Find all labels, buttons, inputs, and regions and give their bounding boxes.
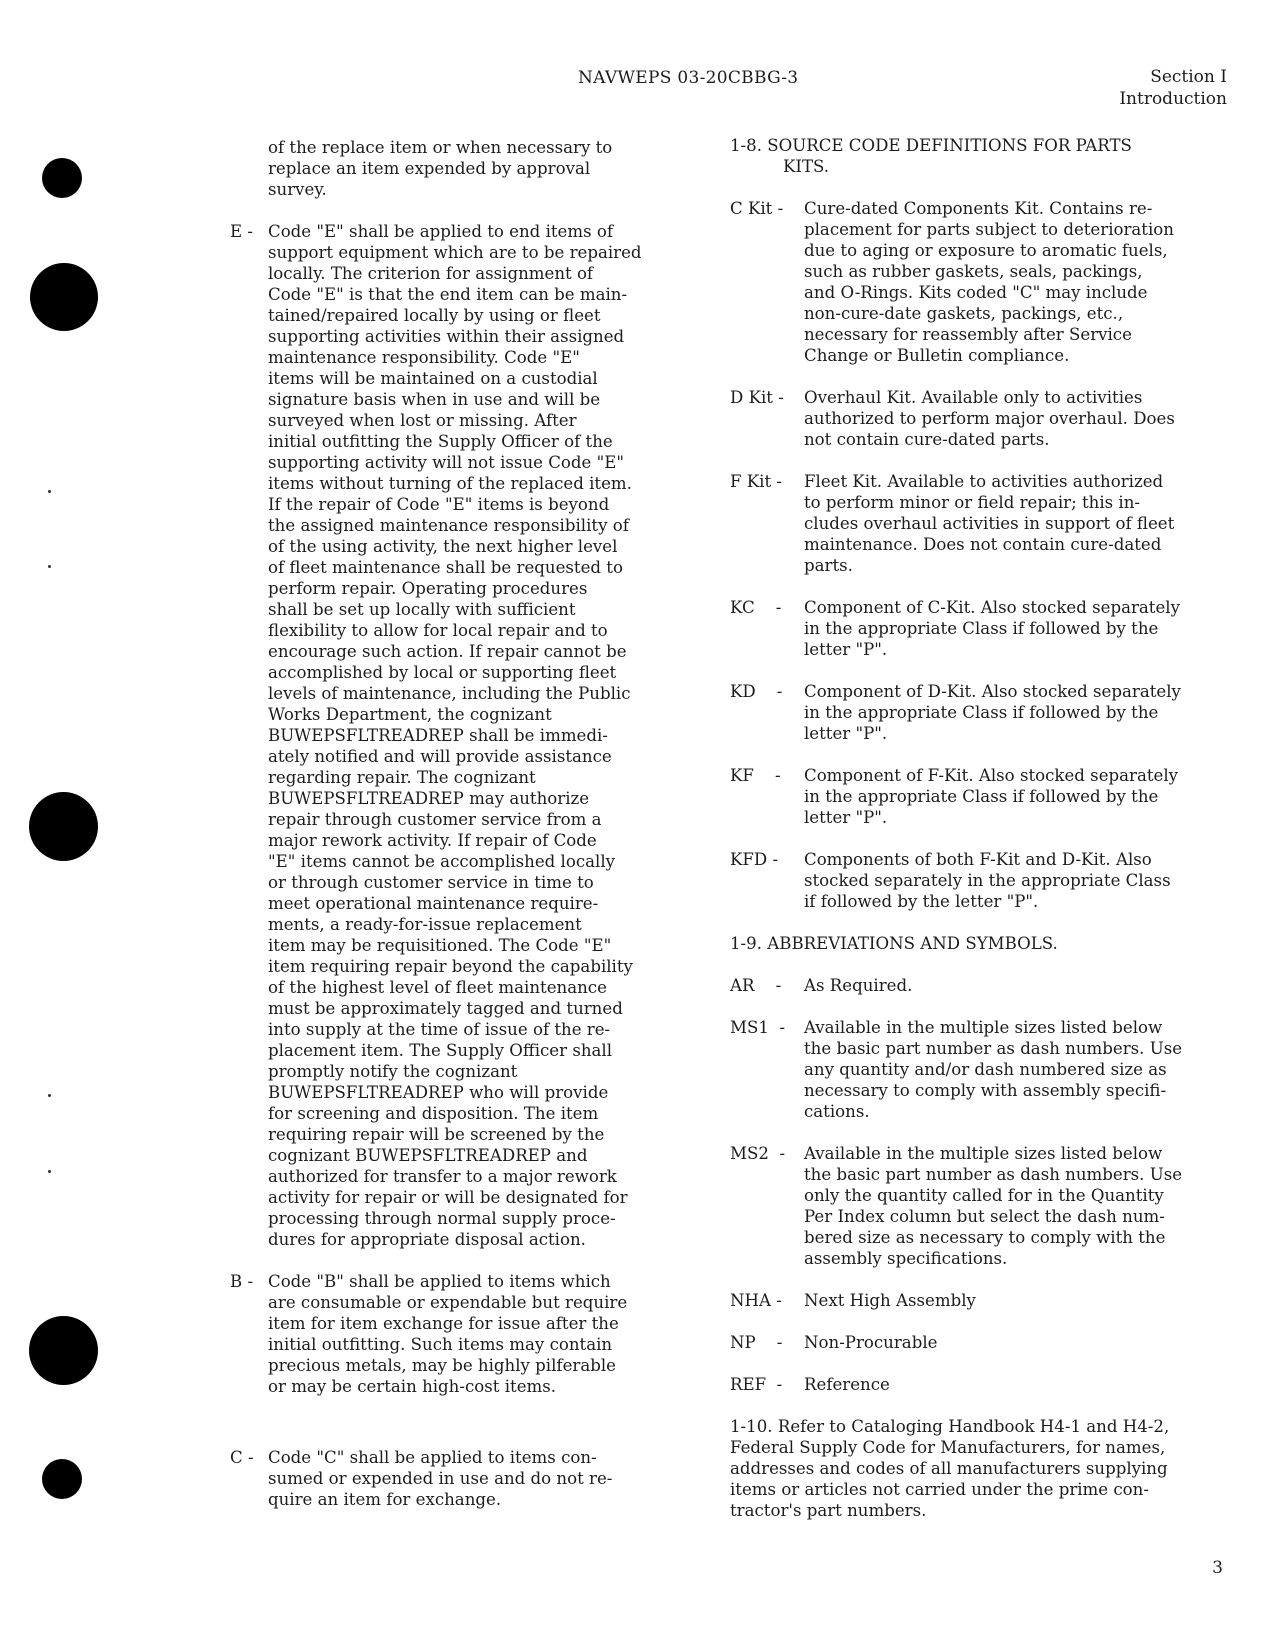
text-line: ments, a ready-for-issue replacement xyxy=(268,915,582,934)
text-line: the assigned maintenance responsibility of xyxy=(268,516,629,535)
text-line: activity for repair or will be designated for xyxy=(268,1188,628,1207)
kit-code-entry-description xyxy=(804,198,1228,366)
kit-code-entry xyxy=(730,471,1228,576)
section-label: Section I xyxy=(1150,67,1227,87)
kit-code-entry-description xyxy=(804,471,1228,576)
text-line: only the quantity called for in the Quantity xyxy=(804,1186,1164,1205)
text-line: bered size as necessary to comply with the xyxy=(804,1228,1166,1247)
abbreviation-list xyxy=(730,975,1228,1395)
abbreviation-entry-code: AR - xyxy=(730,976,782,995)
source-code-list xyxy=(230,221,678,1510)
kit-code-entry-code: KF - xyxy=(730,766,781,785)
abbreviation-entry-description xyxy=(804,1290,1228,1311)
margin-mark xyxy=(48,490,51,493)
text-line: are consumable or expendable but require xyxy=(268,1293,628,1312)
section-heading xyxy=(1119,66,1227,110)
kit-code-entry-description xyxy=(804,597,1228,660)
text-line: items or articles not carried under the prime con- xyxy=(730,1480,1149,1499)
section-title: Introduction xyxy=(1119,89,1227,109)
text-line: perform repair. Operating procedures xyxy=(268,579,588,598)
kit-code-entry-code: F Kit - xyxy=(730,472,783,491)
text-line: letter "P". xyxy=(804,808,888,827)
text-line: meet operational maintenance require- xyxy=(268,894,599,913)
text-line: cations. xyxy=(804,1102,870,1121)
text-line: Code "E" is that the end item can be main- xyxy=(268,285,628,304)
paragraph-1-8-heading xyxy=(730,135,1228,177)
text-line: replace an item expended by approval xyxy=(268,159,591,178)
text-line: placement for parts subject to deterioration xyxy=(804,220,1174,239)
abbreviation-entry xyxy=(730,1332,1228,1353)
text-line: accomplished by local or supporting fleet xyxy=(268,663,617,682)
text-line: major rework activity. If repair of Code xyxy=(268,831,597,850)
text-line: ately notified and will provide assistance xyxy=(268,747,612,766)
text-line: in the appropriate Class if followed by the xyxy=(804,703,1159,722)
kit-code-entry-code: KFD - xyxy=(730,850,779,869)
continuation-paragraph xyxy=(230,137,678,200)
text-line: tractor's part numbers. xyxy=(730,1501,927,1520)
text-line: not contain cure-dated parts. xyxy=(804,430,1050,449)
abbreviation-entry-code: MS2 - xyxy=(730,1144,786,1163)
text-line: As Required. xyxy=(804,976,913,995)
kit-code-entry xyxy=(730,387,1228,450)
left-column xyxy=(230,137,678,1531)
text-line: locally. The criterion for assignment of xyxy=(268,264,594,283)
text-line: shall be set up locally with sufficient xyxy=(268,600,576,619)
text-line: assembly specifications. xyxy=(804,1249,1008,1268)
abbreviation-entry-code: REF - xyxy=(730,1375,783,1394)
margin-mark xyxy=(48,1094,51,1097)
source-code-entry-code: B - xyxy=(230,1272,254,1291)
text-line: into supply at the time of issue of the re- xyxy=(268,1020,611,1039)
abbreviation-entry-description xyxy=(804,1332,1228,1353)
source-code-entry-description xyxy=(268,1271,678,1397)
text-line: to perform minor or field repair; this in- xyxy=(804,493,1141,512)
binder-hole-2 xyxy=(30,263,98,331)
text-line: maintenance responsibility. Code "E" xyxy=(268,348,580,367)
kit-code-entry-code: D Kit - xyxy=(730,388,784,407)
binder-hole-3 xyxy=(29,792,98,861)
binder-hole-1 xyxy=(42,158,82,198)
kit-code-entry-code: KD - xyxy=(730,682,783,701)
text-line: Code "E" shall be applied to end items of xyxy=(268,222,614,241)
text-line: BUWEPSFLTREADREP shall be immedi- xyxy=(268,726,608,745)
abbreviation-entry xyxy=(730,1017,1228,1122)
text-line: Overhaul Kit. Available only to activities xyxy=(804,388,1143,407)
text-line: Next High Assembly xyxy=(804,1291,976,1310)
source-code-entry-code: C - xyxy=(230,1448,254,1467)
text-line: authorized for transfer to a major rework xyxy=(268,1167,617,1186)
text-line: item for item exchange for issue after the xyxy=(268,1314,619,1333)
text-line: regarding repair. The cognizant xyxy=(268,768,536,787)
text-line: survey. xyxy=(268,180,327,199)
kit-code-entry xyxy=(730,597,1228,660)
text-line: the basic part number as dash numbers. Use xyxy=(804,1039,1183,1058)
abbreviation-entry-description xyxy=(804,1143,1228,1269)
source-code-entry-description xyxy=(268,1447,678,1510)
abbreviation-entry xyxy=(730,1374,1228,1395)
text-line: initial outfitting the Supply Officer of the xyxy=(268,432,613,451)
text-line: BUWEPSFLTREADREP may authorize xyxy=(268,789,590,808)
text-line: Fleet Kit. Available to activities authorized xyxy=(804,472,1164,491)
abbreviation-entry-description xyxy=(804,1374,1228,1395)
text-line: support equipment which are to be repaired xyxy=(268,243,642,262)
text-line: KITS. xyxy=(783,157,830,176)
text-line: maintenance. Does not contain cure-dated xyxy=(804,535,1162,554)
text-line: supporting activity will not issue Code "E" xyxy=(268,453,625,472)
text-line: of the replace item or when necessary to xyxy=(268,138,613,157)
text-line: the basic part number as dash numbers. Use xyxy=(804,1165,1183,1184)
text-line: Code "C" shall be applied to items con- xyxy=(268,1448,597,1467)
text-line: promptly notify the cognizant xyxy=(268,1062,518,1081)
source-code-entry xyxy=(230,1271,678,1397)
text-line: cludes overhaul activities in support of fleet xyxy=(804,514,1175,533)
text-line: of the highest level of fleet maintenance xyxy=(268,978,607,997)
kit-code-entry-description xyxy=(804,765,1228,828)
abbreviation-entry xyxy=(730,975,1228,996)
text-line: levels of maintenance, including the Public xyxy=(268,684,631,703)
text-line: or through customer service in time to xyxy=(268,873,594,892)
abbreviation-entry-description xyxy=(804,975,1228,996)
text-line: flexibility to allow for local repair and to xyxy=(268,621,608,640)
text-line: supporting activities within their assigned xyxy=(268,327,625,346)
text-line: Non-Procurable xyxy=(804,1333,938,1352)
text-line: dures for appropriate disposal action. xyxy=(268,1230,586,1249)
binder-hole-4 xyxy=(29,1316,98,1385)
binder-hole-5 xyxy=(42,1459,82,1499)
page-number: 3 xyxy=(1212,1558,1223,1578)
text-line: for screening and disposition. The item xyxy=(268,1104,599,1123)
text-line: or may be certain high-cost items. xyxy=(268,1377,557,1396)
text-line: letter "P". xyxy=(804,640,888,659)
text-line: Federal Supply Code for Manufacturers, for names, xyxy=(730,1438,1166,1457)
text-line: necessary to comply with assembly specifi- xyxy=(804,1081,1167,1100)
right-column xyxy=(730,135,1228,1542)
text-line: in the appropriate Class if followed by the xyxy=(804,787,1159,806)
abbreviation-entry-code: NHA - xyxy=(730,1291,782,1310)
kit-code-entry xyxy=(730,681,1228,744)
text-line: items without turning of the replaced item. xyxy=(268,474,632,493)
text-line: letter "P". xyxy=(804,724,888,743)
text-line: Component of F-Kit. Also stocked separately xyxy=(804,766,1179,785)
text-line: non-cure-date gaskets, packings, etc., xyxy=(804,304,1124,323)
text-line: due to aging or exposure to aromatic fuels, xyxy=(804,241,1168,260)
text-line: 1-10. Refer to Cataloging Handbook H4-1 and H4-2, xyxy=(730,1417,1170,1436)
abbreviation-entry xyxy=(730,1143,1228,1269)
text-line: of the using activity, the next higher level xyxy=(268,537,618,556)
kit-code-list xyxy=(730,198,1228,912)
text-line: Available in the multiple sizes listed below xyxy=(804,1018,1163,1037)
text-line: surveyed when lost or missing. After xyxy=(268,411,577,430)
source-code-entry-code: E - xyxy=(230,222,253,241)
text-line: Cure-dated Components Kit. Contains re- xyxy=(804,199,1153,218)
text-line: Components of both F-Kit and D-Kit. Also xyxy=(804,850,1152,869)
text-line: necessary for reassembly after Service xyxy=(804,325,1132,344)
text-line: Component of D-Kit. Also stocked separately xyxy=(804,682,1181,701)
document-number: NAVWEPS 03-20CBBG-3 xyxy=(578,68,799,88)
kit-code-entry xyxy=(730,765,1228,828)
text-line: Per Index column but select the dash num- xyxy=(804,1207,1165,1226)
kit-code-entry xyxy=(730,849,1228,912)
text-line: requiring repair will be screened by the xyxy=(268,1125,605,1144)
text-line: if followed by the letter "P". xyxy=(804,892,1039,911)
text-line: quire an item for exchange. xyxy=(268,1490,502,1509)
text-line: sumed or expended in use and do not re- xyxy=(268,1469,613,1488)
text-line: BUWEPSFLTREADREP who will provide xyxy=(268,1083,609,1102)
kit-code-entry-description xyxy=(804,681,1228,744)
kit-code-entry-description xyxy=(804,849,1228,912)
kit-code-entry-description xyxy=(804,387,1228,450)
abbreviation-entry xyxy=(730,1290,1228,1311)
text-line: parts. xyxy=(804,556,853,575)
kit-code-entry-code: KC - xyxy=(730,598,782,617)
text-line: Works Department, the cognizant xyxy=(268,705,552,724)
text-line: must be approximately tagged and turned xyxy=(268,999,623,1018)
abbreviation-entry-description xyxy=(804,1017,1228,1122)
text-line: processing through normal supply proce- xyxy=(268,1209,616,1228)
text-line: encourage such action. If repair cannot be xyxy=(268,642,627,661)
text-line: item requiring repair beyond the capability xyxy=(268,957,633,976)
paragraph-1-9-heading: 1-9. ABBREVIATIONS AND SYMBOLS. xyxy=(730,934,1058,953)
text-line: stocked separately in the appropriate Class xyxy=(804,871,1171,890)
text-line: such as rubber gaskets, seals, packings, xyxy=(804,262,1143,281)
text-line: precious metals, may be highly pilferable xyxy=(268,1356,616,1375)
text-line: any quantity and/or dash numbered size as xyxy=(804,1060,1167,1079)
text-line: Code "B" shall be applied to items which xyxy=(268,1272,611,1291)
text-line: initial outfitting. Such items may contain xyxy=(268,1335,613,1354)
text-line: If the repair of Code "E" items is beyond xyxy=(268,495,610,514)
source-code-entry-description xyxy=(268,221,678,1250)
kit-code-entry xyxy=(730,198,1228,366)
text-line: Component of C-Kit. Also stocked separately xyxy=(804,598,1180,617)
text-line: authorized to perform major overhaul. Does xyxy=(804,409,1175,428)
text-line: cognizant BUWEPSFLTREADREP and xyxy=(268,1146,588,1165)
text-line: "E" items cannot be accomplished locally xyxy=(268,852,616,871)
text-line: placement item. The Supply Officer shall xyxy=(268,1041,613,1060)
text-line: Available in the multiple sizes listed below xyxy=(804,1144,1163,1163)
source-code-entry xyxy=(230,1447,678,1510)
source-code-entry xyxy=(230,221,678,1250)
text-line: Reference xyxy=(804,1375,890,1394)
abbreviation-entry-code: MS1 - xyxy=(730,1018,786,1037)
text-line: Change or Bulletin compliance. xyxy=(804,346,1070,365)
text-line: repair through customer service from a xyxy=(268,810,602,829)
text-line: of fleet maintenance shall be requested to xyxy=(268,558,623,577)
margin-mark xyxy=(48,565,51,568)
text-line: tained/repaired locally by using or fleet xyxy=(268,306,601,325)
kit-code-entry-code: C Kit - xyxy=(730,199,784,218)
text-line: signature basis when in use and will be xyxy=(268,390,601,409)
text-line: item may be requisitioned. The Code "E" xyxy=(268,936,612,955)
paragraph-1-10 xyxy=(730,1416,1228,1521)
text-line: in the appropriate Class if followed by the xyxy=(804,619,1159,638)
text-line: and O-Rings. Kits coded "C" may include xyxy=(804,283,1148,302)
margin-mark xyxy=(48,1170,51,1173)
abbreviation-entry-code: NP - xyxy=(730,1333,783,1352)
text-line: addresses and codes of all manufacturers supplying xyxy=(730,1459,1168,1478)
text-line: items will be maintained on a custodial xyxy=(268,369,598,388)
text-line: 1-8. SOURCE CODE DEFINITIONS FOR PARTS xyxy=(730,136,1132,155)
